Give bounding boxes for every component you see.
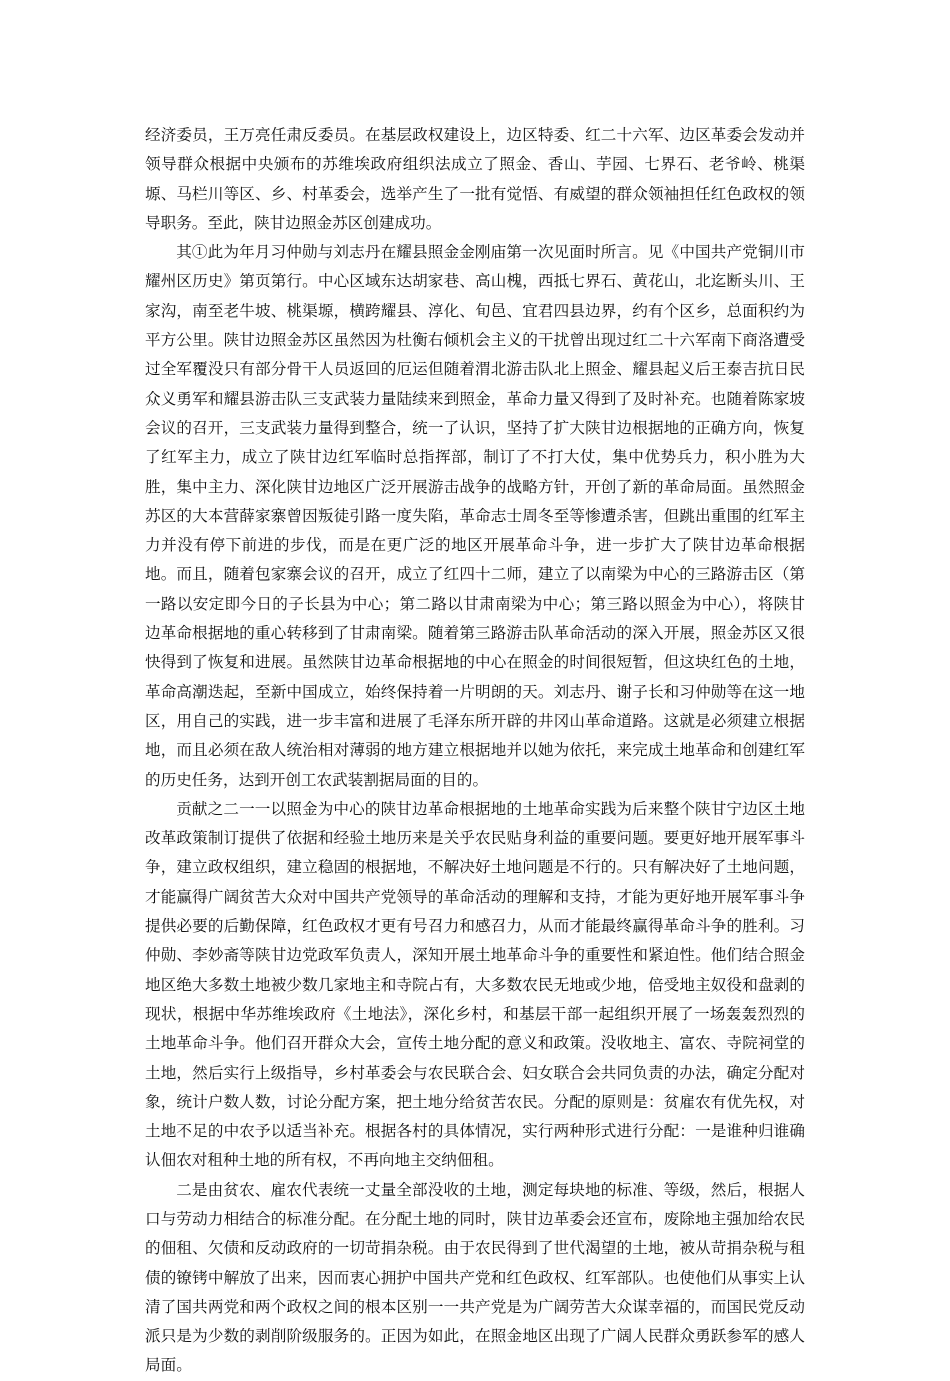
paragraph-1: 经济委员，王万亮任肃反委员。在基层政权建设上，边区特委、红二十六军、边区革委会发动并领导群众根据中央颁布的苏维埃政府组织法成立了照金、香山、芋园、七界石、老爷岭、桃渠塬、马栏川等区、乡、村革委会，选举产生了一批有觉悟、有威望的群众领袖担任红色政权的领导职务。至此，陕甘边照金苏区创建成功。 bbox=[145, 126, 805, 232]
paragraph-4: 二是由贫农、雇农代表统一丈量全部没收的土地，测定每块地的标准、等级，然后，根据人口与劳动力相结合的标准分配。在分配土地的同时，陕甘边革委会还宣布，废除地主强加给农民的佃租、欠债和反动政府的一切苛捐杂税。由于农民得到了世代渴望的土地，被从苛捐杂税与租债的镣铐中解放了出来，因而衷心拥护中国共产党和红色政权、红军部队。也使他们从事实上认清了国共两党和两个政权之间的根本区别一一共产党是为广阔劳苦大众谋幸福的，而国民党反动派只是为少数的剥削阶级服务的。正因为如此，在照金地区出现了广阔人民群众勇跃参军的感人局面。 bbox=[145, 1180, 805, 1375]
paragraph-3: 贡献之二一一以照金为中心的陕甘边革命根据地的土地革命实践为后来整个陕甘宁边区土地改革政策制订提供了依据和经验土地历来是关乎农民贴身利益的重要问题。要更好地开展军事斗争，建立政权组织，建立稳固的根据地，不解决好土地问题是不行的。只有解决好了土地问题，才能赢得广阔贫苦大众对中国共产党领导的革命活动的理解和支持，才能为更好地开展军事斗争提供必要的后勤保障，红色政权才更有号召力和感召力，从而才能最终赢得革命斗争的胜利。习仲勋、李妙斋等陕甘边党政军负责人，深知开展土地革命斗争的重要性和紧迫性。他们结合照金地区绝大多数土地被少数几家地主和寺院占有，大多数农民无地或少地，倍受地主奴役和盘剥的现状，根据中华苏维埃政府《土地法》，深化乡村，和基层干部一起组织开展了一场轰轰烈烈的土地革命斗争。他们召开群众大会，宣传土地分配的意义和政策。没收地主、富农、寺院祠堂的土地，然后实行上级指导，乡村革委会与农民联合会、妇女联合会共同负责的办法，确定分配对象，统计户数人数，讨论分配方案，把土地分给贫苦农民。分配的原则是：贫雇农有优先权，对土地不足的中农予以适当补充。根据各村的具体情况，实行两种形式进行分配：一是谁种归谁确认佃农对租种土地的所有权，不再向地主交纳佃租。 bbox=[145, 799, 805, 1170]
document-body bbox=[145, 121, 805, 1381]
paragraph-2: 其①此为年月习仲勋与刘志丹在耀县照金金刚庙第一次见面时所言。见《中国共产党铜川市耀州区历史》第页第行。中心区域东达胡家巷、高山槐，西抵七界石、黄花山，北迄断头川、王家沟，南至老牛坡、桃渠塬，横跨耀县、淳化、旬邑、宜君四县边界，约有个区乡，总面积约为平方公里。陕甘边照金苏区虽然因为杜衡右倾机会主义的干扰曾出现过红二十六军南下商洛遭受过全军覆没只有部分骨干人员返回的厄运但随着渭北游击队北上照金、耀县起义后王泰吉抗日民众义勇军和耀县游击队三支武装力量陆续来到照金，革命力量又得到了及时补充。也随着陈家坡会议的召开，三支武装力量得到整合，统一了认识，坚持了扩大陕甘边根据地的正确方向，恢复了红军主力，成立了陕甘边红军临时总指挥部，制订了不打大仗，集中优势兵力，积小胜为大胜，集中主力、深化陕甘边地区广泛开展游击战争的战略方针，开创了新的革命局面。虽然照金苏区的大本营薛家寨曾因叛徒引路一度失陷，革命志士周冬至等惨遭杀害，但跳出重围的红军主力并没有停下前进的步伐，而是在更广泛的地区开展革命斗争，进一步扩大了陕甘边革命根据地。而且，随着包家寨会议的召开，成立了红四十二师，建立了以南梁为中心的三路游击区（第一路以安定即今日的子长县为中心；第二路以甘肃南梁为中心；第三路以照金为中心），将陕甘边革命根据地的重心转移到了甘肃南梁。随着第三路游击队革命活动的深入开展，照金苏区又很快得到了恢复和进展。虽然陕甘边革命根据地的中心在照金的时间很短暂，但这块红色的土地，革命高潮迭起，至新中国成立，始终保持着一片明朗的天。刘志丹、谢子长和习仲勋等在这一地区，用自己的实践，进一步丰富和进展了毛泽东所开辟的井冈山革命道路。这就是必须建立根据地，而且必须在敌人统治相对薄弱的地方建立根据地并以她为依托，来完成土地革命和创建红军的历史任务，达到开创工农武装割据局面的目的。 bbox=[145, 243, 805, 789]
